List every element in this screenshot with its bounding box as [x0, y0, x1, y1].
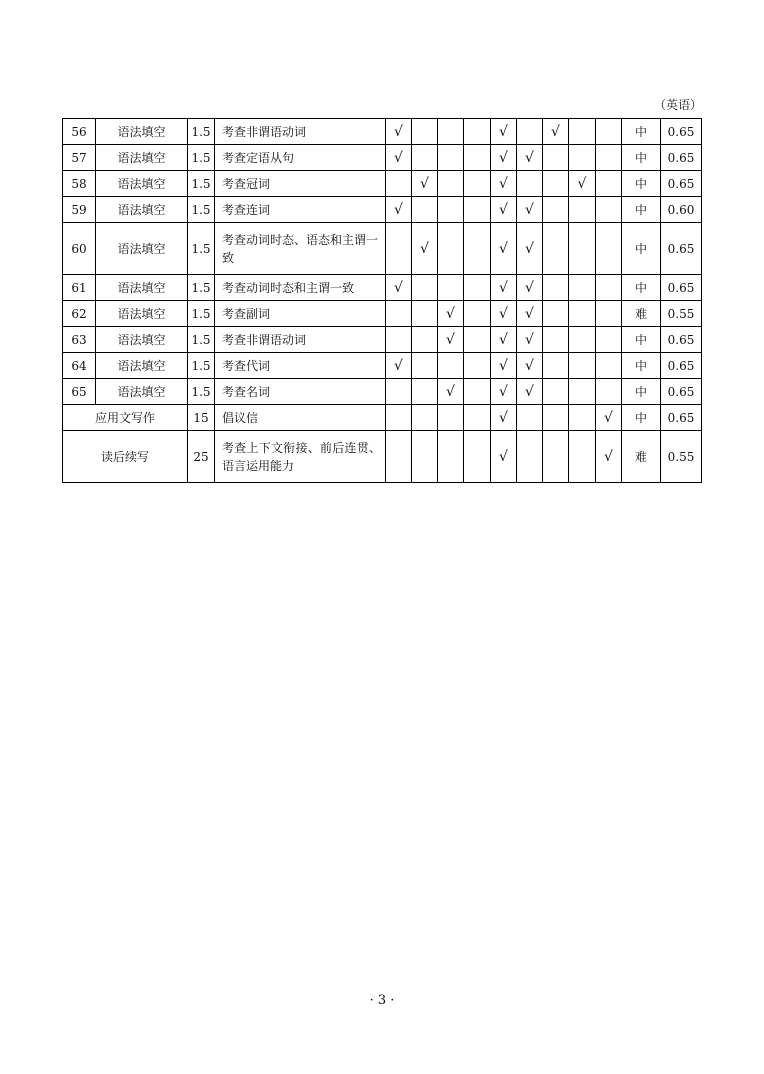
- question-content: 考查动词时态、语态和主谓一致: [215, 223, 386, 275]
- check-mark-cell: √: [491, 119, 517, 145]
- check-mark-cell: [596, 353, 622, 379]
- question-number: 61: [63, 275, 96, 301]
- table-row: [63, 405, 702, 431]
- check-mark-cell: √: [438, 379, 464, 405]
- question-type: 语法填空: [96, 171, 188, 197]
- check-mark-cell: √: [517, 301, 543, 327]
- check-mark-cell: [386, 223, 412, 275]
- check-mark-cell: √: [596, 431, 622, 483]
- question-score: 1.5: [188, 197, 215, 223]
- check-mark-cell: [569, 353, 596, 379]
- difficulty-level: 中: [622, 171, 661, 197]
- question-score: 1.5: [188, 145, 215, 171]
- question-type: 语法填空: [96, 119, 188, 145]
- check-mark-cell: [596, 379, 622, 405]
- question-score: 1.5: [188, 223, 215, 275]
- question-type: 读后续写: [63, 431, 188, 483]
- question-type: 语法填空: [96, 145, 188, 171]
- check-mark-cell: [412, 275, 438, 301]
- difficulty-level: 中: [622, 119, 661, 145]
- page-number: · 3 ·: [369, 993, 395, 1008]
- table-row: [63, 145, 702, 171]
- table-row: [63, 353, 702, 379]
- table-row: [63, 301, 702, 327]
- question-type: 应用文写作: [63, 405, 188, 431]
- check-mark-cell: [464, 119, 491, 145]
- check-mark-cell: [464, 275, 491, 301]
- check-mark-cell: [517, 431, 543, 483]
- check-mark-cell: [543, 405, 569, 431]
- check-mark-cell: [386, 327, 412, 353]
- difficulty-index: 0.65: [661, 223, 702, 275]
- difficulty-level: 中: [622, 275, 661, 301]
- check-mark-cell: √: [386, 119, 412, 145]
- check-mark-cell: √: [491, 405, 517, 431]
- check-mark-cell: [386, 405, 412, 431]
- check-mark-cell: √: [517, 275, 543, 301]
- difficulty-index: 0.65: [661, 353, 702, 379]
- difficulty-level: 难: [622, 301, 661, 327]
- check-mark-cell: [412, 379, 438, 405]
- table-row: [63, 171, 702, 197]
- check-mark-cell: [596, 223, 622, 275]
- check-mark-cell: [543, 301, 569, 327]
- question-number: 63: [63, 327, 96, 353]
- question-content: 考查名词: [215, 379, 386, 405]
- check-mark-cell: [438, 171, 464, 197]
- check-mark-cell: [438, 197, 464, 223]
- check-mark-cell: [543, 327, 569, 353]
- check-mark-cell: [596, 119, 622, 145]
- question-score: 1.5: [188, 379, 215, 405]
- question-content: 考查上下文衔接、前后连贯、语言运用能力: [215, 431, 386, 483]
- check-mark-cell: √: [596, 405, 622, 431]
- check-mark-cell: √: [491, 431, 517, 483]
- difficulty-level: 中: [622, 327, 661, 353]
- difficulty-index: 0.65: [661, 145, 702, 171]
- question-content: 考查冠词: [215, 171, 386, 197]
- difficulty-index: 0.65: [661, 405, 702, 431]
- check-mark-cell: [386, 171, 412, 197]
- check-mark-cell: [569, 379, 596, 405]
- difficulty-index: 0.65: [661, 171, 702, 197]
- check-mark-cell: [569, 301, 596, 327]
- check-mark-cell: [596, 145, 622, 171]
- question-type: 语法填空: [96, 379, 188, 405]
- question-content: 考查非谓语动词: [215, 119, 386, 145]
- difficulty-index: 0.65: [661, 275, 702, 301]
- question-number: 62: [63, 301, 96, 327]
- check-mark-cell: [438, 119, 464, 145]
- question-number: 64: [63, 353, 96, 379]
- question-type: 语法填空: [96, 197, 188, 223]
- check-mark-cell: [464, 379, 491, 405]
- question-number: 57: [63, 145, 96, 171]
- difficulty-index: 0.55: [661, 431, 702, 483]
- check-mark-cell: [569, 223, 596, 275]
- check-mark-cell: √: [386, 353, 412, 379]
- difficulty-level: 难: [622, 431, 661, 483]
- check-mark-cell: [569, 327, 596, 353]
- check-mark-cell: √: [517, 327, 543, 353]
- check-mark-cell: [596, 301, 622, 327]
- question-content: 考查非谓语动词: [215, 327, 386, 353]
- check-mark-cell: [464, 327, 491, 353]
- check-mark-cell: [596, 275, 622, 301]
- check-mark-cell: [543, 223, 569, 275]
- check-mark-cell: √: [491, 145, 517, 171]
- check-mark-cell: [569, 405, 596, 431]
- check-mark-cell: √: [517, 223, 543, 275]
- check-mark-cell: √: [517, 353, 543, 379]
- question-content: 考查副词: [215, 301, 386, 327]
- question-score: 25: [188, 431, 215, 483]
- check-mark-cell: [543, 275, 569, 301]
- check-mark-cell: [569, 119, 596, 145]
- difficulty-level: 中: [622, 405, 661, 431]
- difficulty-level: 中: [622, 145, 661, 171]
- question-number: 58: [63, 171, 96, 197]
- difficulty-index: 0.65: [661, 119, 702, 145]
- question-type: 语法填空: [96, 301, 188, 327]
- table-row: [63, 119, 702, 145]
- check-mark-cell: [517, 119, 543, 145]
- check-mark-cell: √: [412, 171, 438, 197]
- question-content: 考查动词时态和主谓一致: [215, 275, 386, 301]
- difficulty-level: 中: [622, 379, 661, 405]
- check-mark-cell: √: [491, 197, 517, 223]
- question-type: 语法填空: [96, 353, 188, 379]
- question-score: 1.5: [188, 301, 215, 327]
- check-mark-cell: [438, 431, 464, 483]
- table-row: [63, 275, 702, 301]
- check-mark-cell: [543, 171, 569, 197]
- question-score: 1.5: [188, 327, 215, 353]
- check-mark-cell: [386, 379, 412, 405]
- question-number: 56: [63, 119, 96, 145]
- question-score: 15: [188, 405, 215, 431]
- check-mark-cell: [543, 431, 569, 483]
- check-mark-cell: [517, 405, 543, 431]
- check-mark-cell: [412, 145, 438, 171]
- check-mark-cell: √: [491, 301, 517, 327]
- check-mark-cell: [464, 145, 491, 171]
- check-mark-cell: √: [491, 353, 517, 379]
- check-mark-cell: [438, 275, 464, 301]
- check-mark-cell: √: [491, 327, 517, 353]
- check-mark-cell: √: [491, 171, 517, 197]
- check-mark-cell: √: [438, 301, 464, 327]
- check-mark-cell: [543, 353, 569, 379]
- check-mark-cell: [464, 223, 491, 275]
- check-mark-cell: [569, 275, 596, 301]
- check-mark-cell: √: [386, 197, 412, 223]
- check-mark-cell: [464, 301, 491, 327]
- check-mark-cell: [412, 353, 438, 379]
- check-mark-cell: [412, 431, 438, 483]
- difficulty-level: 中: [622, 353, 661, 379]
- question-number: 59: [63, 197, 96, 223]
- check-mark-cell: √: [517, 379, 543, 405]
- check-mark-cell: √: [517, 197, 543, 223]
- check-mark-cell: [438, 223, 464, 275]
- check-mark-cell: [412, 405, 438, 431]
- subject-label: （英语）: [653, 98, 702, 112]
- check-mark-cell: [543, 197, 569, 223]
- question-content: 考查代词: [215, 353, 386, 379]
- check-mark-cell: √: [517, 145, 543, 171]
- check-mark-cell: [596, 327, 622, 353]
- check-mark-cell: [569, 145, 596, 171]
- question-number: 60: [63, 223, 96, 275]
- question-content: 倡议信: [215, 405, 386, 431]
- check-mark-cell: [412, 301, 438, 327]
- check-mark-cell: [569, 431, 596, 483]
- check-mark-cell: [517, 171, 543, 197]
- question-type: 语法填空: [96, 275, 188, 301]
- question-content: 考查连词: [215, 197, 386, 223]
- check-mark-cell: [569, 197, 596, 223]
- check-mark-cell: √: [438, 327, 464, 353]
- check-mark-cell: √: [386, 275, 412, 301]
- difficulty-index: 0.60: [661, 197, 702, 223]
- check-mark-cell: √: [543, 119, 569, 145]
- table-row: [63, 379, 702, 405]
- question-score: 1.5: [188, 275, 215, 301]
- check-mark-cell: [438, 353, 464, 379]
- table-row: [63, 431, 702, 483]
- table-row: [63, 197, 702, 223]
- question-score: 1.5: [188, 353, 215, 379]
- difficulty-level: 中: [622, 197, 661, 223]
- table-row: [63, 223, 702, 275]
- check-mark-cell: [464, 353, 491, 379]
- check-mark-cell: [412, 327, 438, 353]
- check-mark-cell: √: [386, 145, 412, 171]
- check-mark-cell: [412, 197, 438, 223]
- check-mark-cell: √: [491, 379, 517, 405]
- check-mark-cell: √: [412, 223, 438, 275]
- question-content: 考查定语从句: [215, 145, 386, 171]
- check-mark-cell: [386, 301, 412, 327]
- check-mark-cell: √: [491, 275, 517, 301]
- spec-table: [62, 118, 702, 483]
- difficulty-index: 0.65: [661, 379, 702, 405]
- check-mark-cell: [412, 119, 438, 145]
- check-mark-cell: [464, 171, 491, 197]
- check-mark-cell: [596, 197, 622, 223]
- question-score: 1.5: [188, 119, 215, 145]
- question-type: 语法填空: [96, 223, 188, 275]
- check-mark-cell: [464, 405, 491, 431]
- check-mark-cell: [386, 431, 412, 483]
- check-mark-cell: [464, 197, 491, 223]
- check-mark-cell: √: [491, 223, 517, 275]
- question-number: 65: [63, 379, 96, 405]
- check-mark-cell: √: [569, 171, 596, 197]
- difficulty-level: 中: [622, 223, 661, 275]
- check-mark-cell: [543, 145, 569, 171]
- question-type: 语法填空: [96, 327, 188, 353]
- difficulty-index: 0.65: [661, 327, 702, 353]
- check-mark-cell: [543, 379, 569, 405]
- check-mark-cell: [438, 145, 464, 171]
- check-mark-cell: [464, 431, 491, 483]
- question-score: 1.5: [188, 171, 215, 197]
- table-row: [63, 327, 702, 353]
- check-mark-cell: [596, 171, 622, 197]
- difficulty-index: 0.55: [661, 301, 702, 327]
- check-mark-cell: [438, 405, 464, 431]
